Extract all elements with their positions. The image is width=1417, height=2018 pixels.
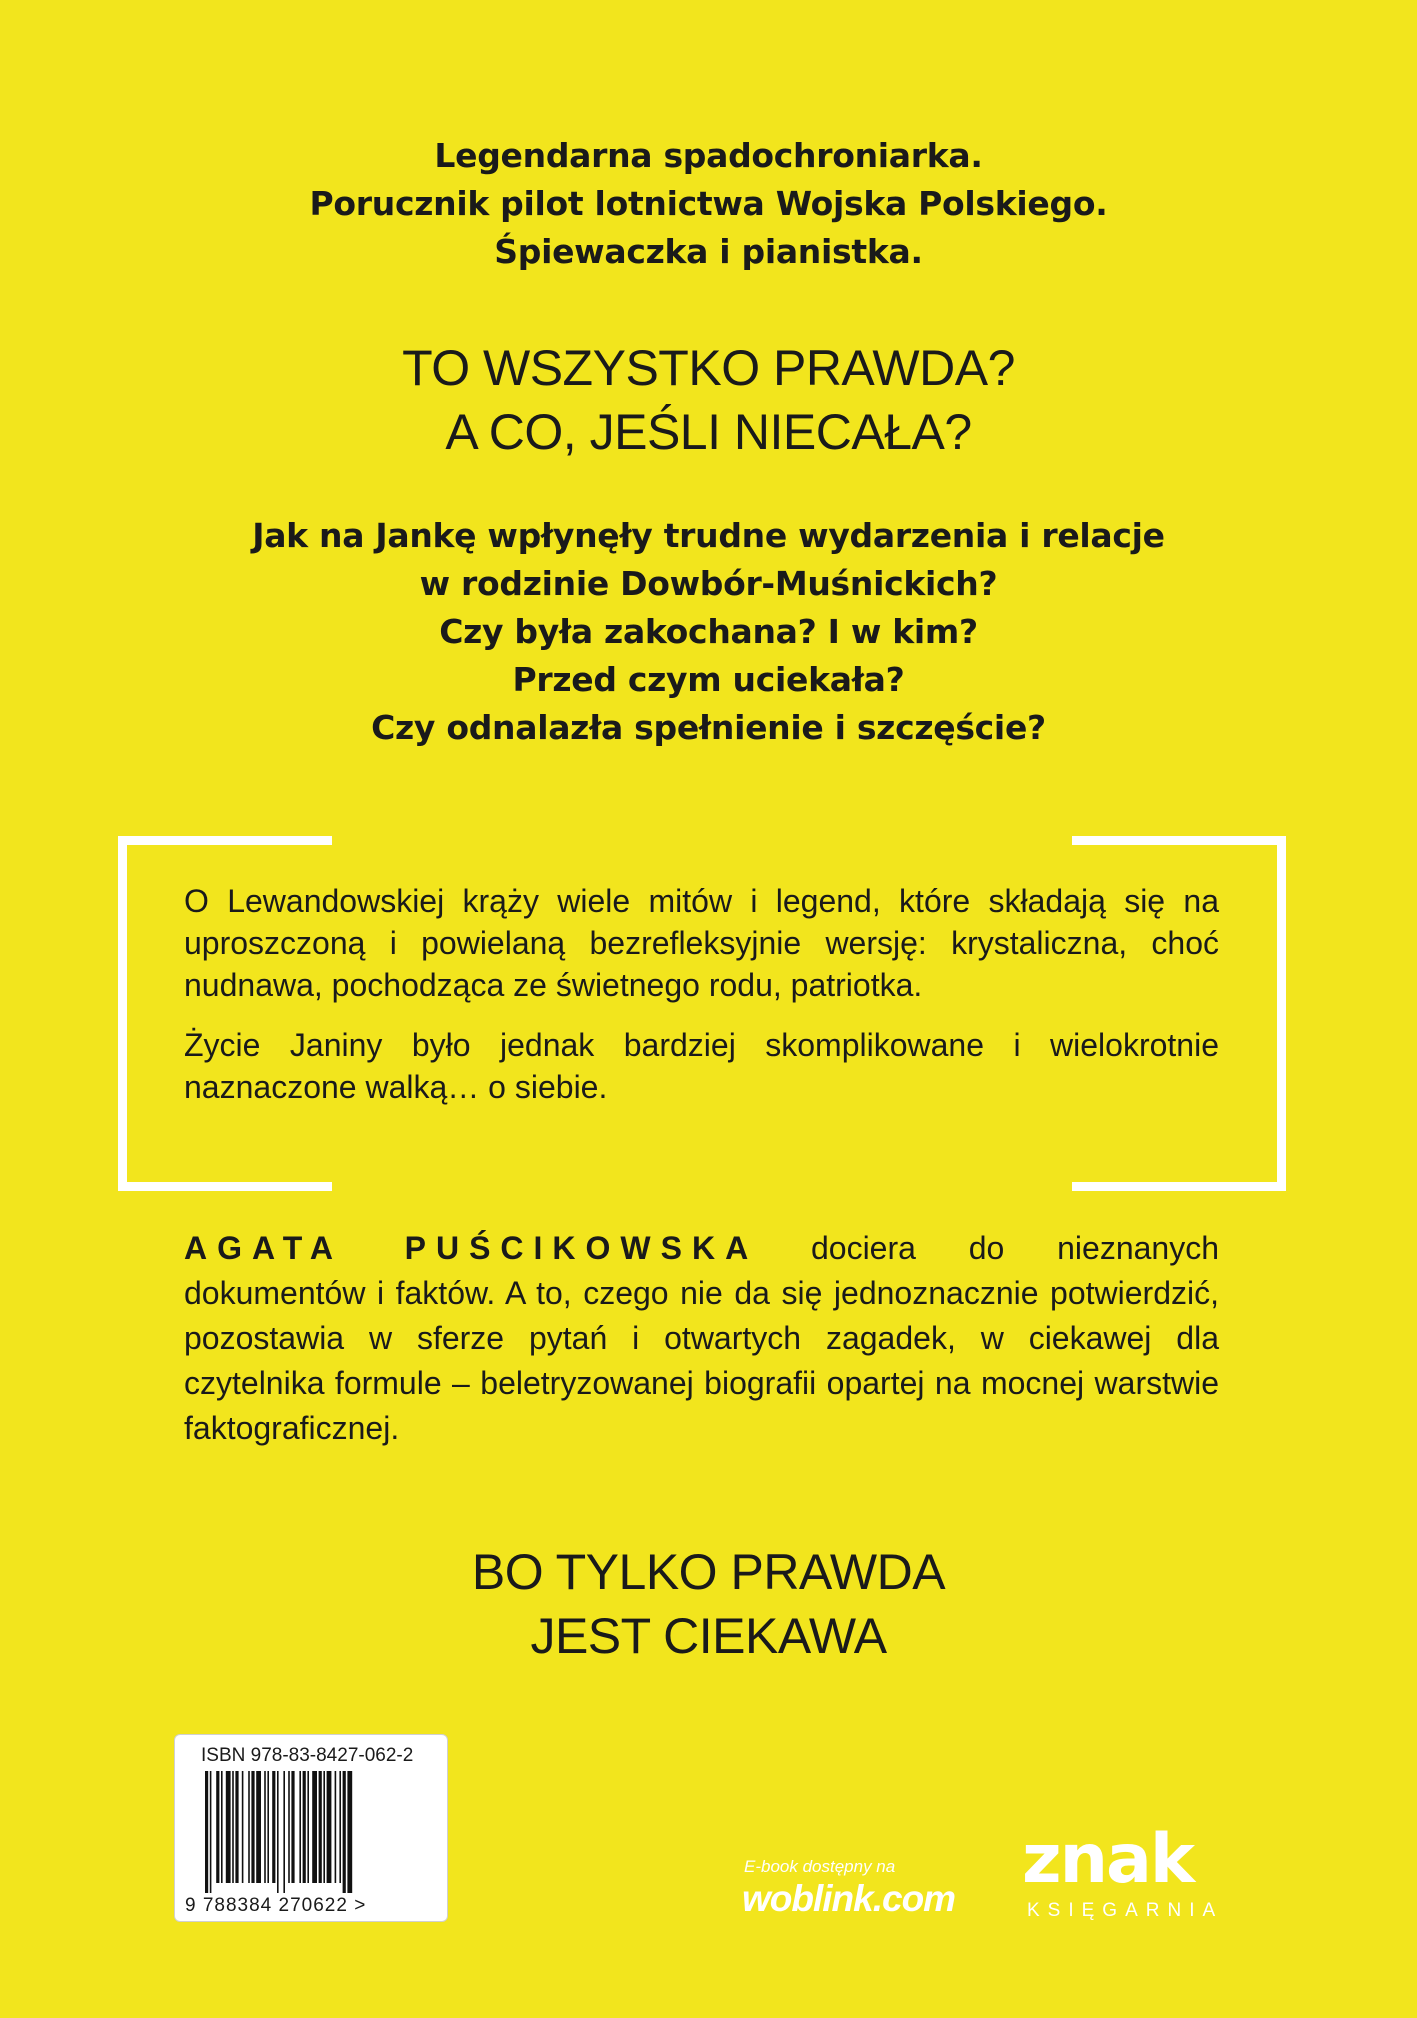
headline-line: TO WSZYSTKO PRAWDA? <box>402 340 1015 396</box>
headline-question <box>0 336 1417 464</box>
publisher-sub: KSIĘGARNIA <box>1027 1900 1224 1921</box>
author-paragraph <box>184 1226 1219 1451</box>
closing-line: JEST CIEKAWA <box>530 1608 887 1664</box>
quote-block <box>184 880 1219 1126</box>
question-line: Jak na Jankę wpłynęły trudne wydarzenia i relacje <box>252 516 1165 555</box>
questions-list <box>0 512 1417 752</box>
tagline-line: Porucznik pilot lotnictwa Wojska Polskiego. <box>309 184 1108 223</box>
tagline-line: Legendarna spadochroniarka. <box>434 136 983 175</box>
question-line: Czy była zakochana? I w kim? <box>439 612 978 651</box>
author-text: dociera do nieznanych dokumentów i faktów. A to, czego nie da się jednoznacznie potwierdzić, pozostawia w sferze pytań i otwartych zagadek, w ciekawej dla czytelnika formule – beletryzowanej biografii opartej na mocnej warstwie faktograficznej. <box>184 1230 1220 1446</box>
isbn-text: ISBN 978-83-8427-062-2 <box>201 1745 414 1766</box>
headline-line: A CO, JEŚLI NIECAŁA? <box>445 404 972 460</box>
question-line: Czy odnalazła spełnienie i szczęście? <box>371 708 1046 747</box>
publisher-logo: znak <box>1022 1820 1194 1899</box>
barcode-icon <box>205 1771 395 1893</box>
closing-line: BO TYLKO PRAWDA <box>471 1544 946 1600</box>
barcode-label <box>174 1734 448 1922</box>
quote-paragraph: Życie Janiny było jednak bardziej skomplikowane i wielokrotnie naznaczone walką… o siebie. <box>184 1027 1219 1105</box>
ebook-note: E-book dostępny na <box>744 1857 896 1876</box>
closing-slogan <box>0 1540 1417 1668</box>
tagline <box>0 132 1417 276</box>
tagline-line: Śpiewaczka i pianistka. <box>494 232 923 271</box>
barcode-digits: 9 788384 270622 > <box>185 1895 367 1916</box>
woblink-logo: woblink.com <box>742 1878 956 1919</box>
question-line: Przed czym uciekała? <box>512 660 905 699</box>
quote-paragraph: O Lewandowskiej krąży wiele mitów i legend, które składają się na uproszczoną i powielaną bezrefleksyjnie wersję: krystaliczna, choć nudnawa, pochodząca ze świetnego rodu, patriotka. <box>184 883 1219 1003</box>
question-line: w rodzinie Dowbór-Muśnickich? <box>419 564 998 603</box>
author-name: AGATA PUŚCIKOWSKA <box>184 1230 759 1266</box>
